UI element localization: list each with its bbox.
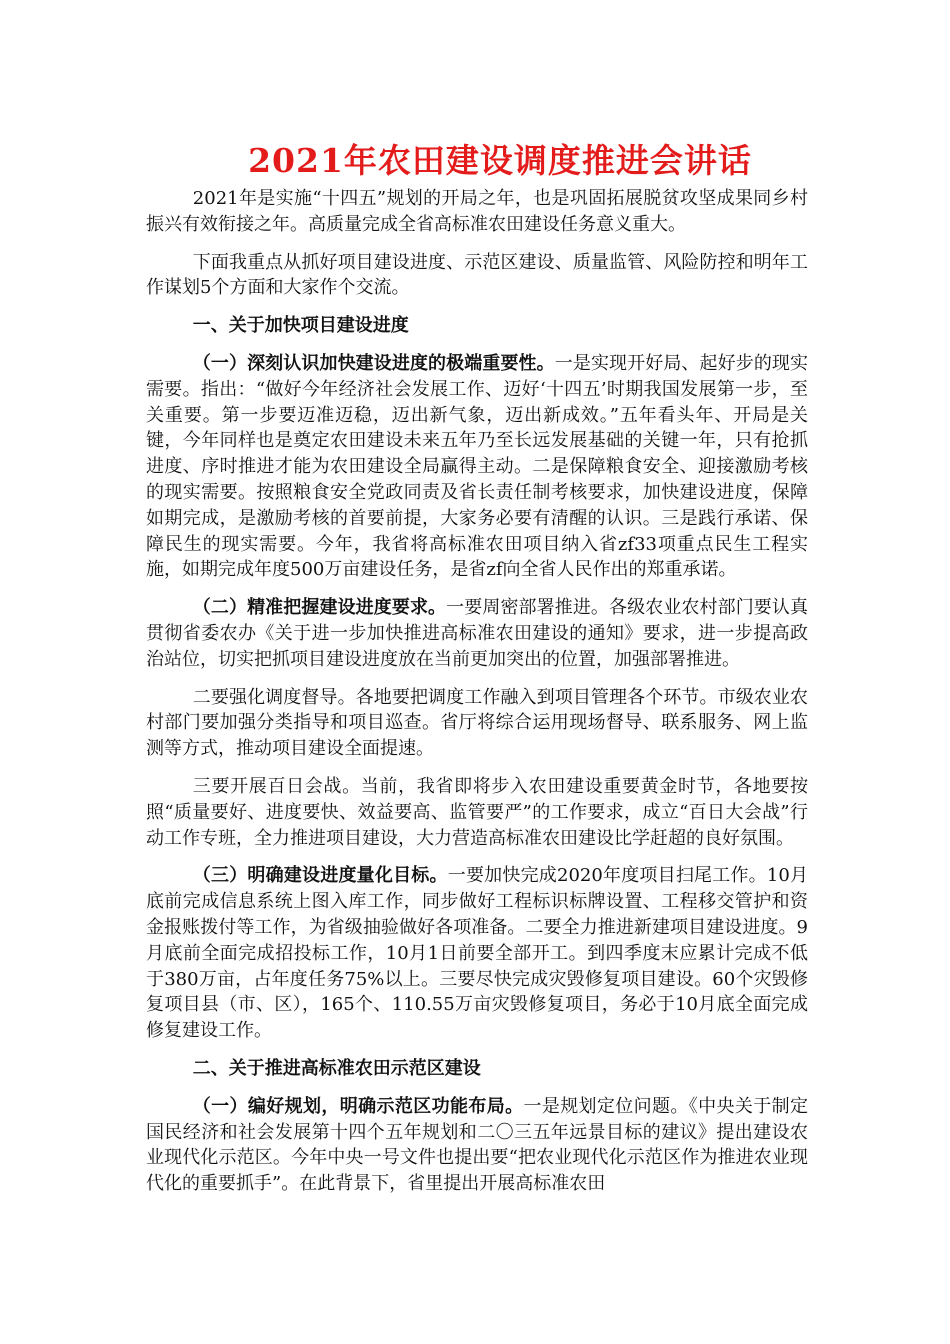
body-paragraph: 三要开展百日会战。当前，我省即将步入农田建设重要黄金时节，各地要按照“质量要好、进度要快、效益要高、监管要严”的工作要求，成立“百日大会战”行动工作专班，全力推进项目建设，大力营造高标准农田建设比学赶超的良好氛围。 [146,775,808,849]
subsection-text: 一是实现开好局、起好步的现实需要。指出：“做好今年经济社会发展工作、迈好‘十四五’时期我国发展第一步，至关重要。第一步要迈准迈稳，迈出新气象，迈出新成效。”五年看头年、开局是关键，今年同样也是奠定农田建设未来五年乃至长远发展基础的关键一年，只有抢抓进度、序时推进才能为农田建设全局赢得主动。二是保障粮食安全、迎接激励考核的现实需要。按照粮食安全党政同责及省长责任制考核要求，加快建设进度，保障如期完成，是激励考核的首要前提，大家务必要有清醒的认识。三是践行承诺、保障民生的现实需要。今年，我省将高标准农田项目纳入省zf33项重点民生工程实施，如期完成年度500万亩建设任务，是省zf向全省人民作出的郑重承诺。 [146,352,809,581]
subsection-paragraph [146,863,808,1044]
subsection-text: 一是规划定位问题。《中央关于制定国民经济和社会发展第十四个五年规划和二〇三五年远景目标的建议》提出建设农业现代化示范区。今年中央一号文件也提出要“把农业现代化示范区作为推进农业现代化的重要抓手”。在此背景下，省里提出开展高标准农田 [146,1095,808,1195]
subsection-lead: （二）精准把握建设进度要求。 [192,597,447,619]
document-body [146,186,808,1209]
body-paragraph: 下面我重点从抓好项目建设进度、示范区建设、质量监管、风险防控和明年工作谋划5个方面和大家作个交流。 [146,251,808,299]
section-heading: 一、关于加快项目建设进度 [192,315,409,337]
document-title: 2021年农田建设调度推进会讲话 [248,141,752,180]
section-heading: 二、关于推进高标准农田示范区建设 [192,1057,481,1079]
subsection-text: 一要周密部署推进。各级农业农村部门要认真贯彻省委农办《关于进一步加快推进高标准农田建设的通知》要求，进一步提高政治站位，切实把抓项目建设进度放在当前更加突出的位置，加强部署推进。 [146,597,808,670]
subsection-lead: （一）编好规划，明确示范区功能布局。 [192,1095,524,1117]
subsection-lead: （三）明确建设进度量化目标。 [192,865,448,887]
subsection-paragraph [146,1094,808,1197]
subsection-text: 一要加快完成2020年度项目扫尾工作。10月底前完成信息系统上图入库工作，同步做好工程标识标牌设置、工程移交管护和资金报账拨付等工作，为省级抽验做好各项准备。二要全力推进新建项目建设进度。9月底前全面完成招投标工作，10月1日前要全部开工。到四季度末应累计完成不低于380万亩，占年度任务75%以上。三要尽快完成灾毁修复项目建设。60个灾毁修复项目县（市、区），165个、110.55万亩灾毁修复项目，务必于10月底全面完成修复建设工作。 [146,865,809,1042]
body-paragraph: 二要强化调度督导。各地要把调度工作融入到项目管理各个环节。市级农业农村部门要加强分类指导和项目巡查。省厅将综合运用现场督导、联系服务、网上监测等方式，推动项目建设全面提速。 [146,686,808,760]
subsection-paragraph [146,351,808,583]
subsection-paragraph [146,595,808,672]
subsection-lead: （一）深刻认识加快建设进度的极端重要性。 [192,352,555,374]
body-paragraph: 2021年是实施“十四五”规划的开局之年，也是巩固拓展脱贫攻坚成果同乡村振兴有效衔接之年。高质量完成全省高标准农田建设任务意义重大。 [146,188,808,235]
